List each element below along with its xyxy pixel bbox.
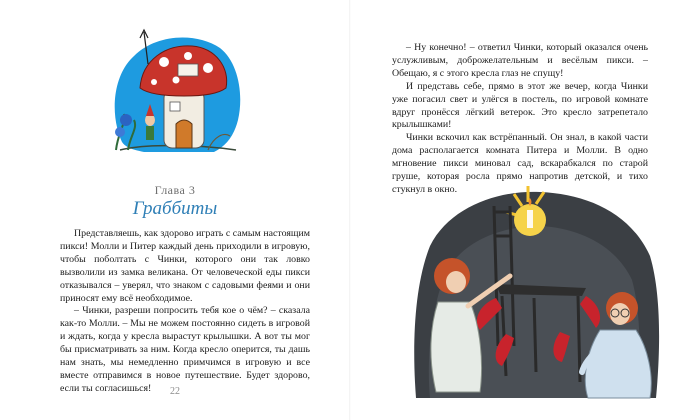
paragraph: Представляешь, как здорово играть с самым настоящим пикси! Молли и Питер каждый день приходили в игровую, чтобы поболтать с Чинки, которого они так ловко вызволили из замка великана. От человеческой еды пикси отказывался – уверял, что знаком с садовыми феями и они приносят ему всё необходимое. [60, 228, 310, 304]
children-with-winged-chair-illustration [410, 176, 664, 404]
paragraph: И представь себе, прямо в этот же вечер, когда Чинки уже погасил свет и улёгся в постель, по игровой комнате вдруг пронёсся лёгкий ветерок. Это кресло затрепетало крылышками! [392, 80, 648, 131]
mushroom-house-illustration [104, 24, 246, 166]
right-page-text [392, 42, 648, 197]
paragraph: – Ну конечно! – ответил Чинки, который оказался очень услужливым, доброжелательным и весёлым пикси. – Обещаю, я с этого кресла глаз не спущу! [392, 42, 648, 79]
chapter-number: Глава 3 [154, 183, 196, 197]
paragraph: Чинки вскочил как встрёпанный. Он знал, в какой части дома располагается комната Питера и Молли. В одно мгновение пикси миновал сад, вскарабкался по старой груше, которая росла прямо напротив детской, и тихо стукнул в окно. [392, 132, 648, 195]
right-page [350, 0, 700, 420]
paragraph: – Чинки, разреши попросить тебя кое о чём? – сказала как-то Молли. – Мы не можем постоянно сидеть в игровой и ждать, когда у кресла вырастут крылышки. А вот ты мог бы присматривать за ним. Когда кресло оперится, ты дашь нам знать, мы немедленно примчимся в игровую и все вместе отправимся в новое путешествие. Будет здорово, если ты согласишься! [60, 305, 310, 394]
page-number: 22 [170, 386, 180, 397]
left-page-text [60, 228, 310, 396]
chapter-title: Граббиты [132, 198, 218, 219]
